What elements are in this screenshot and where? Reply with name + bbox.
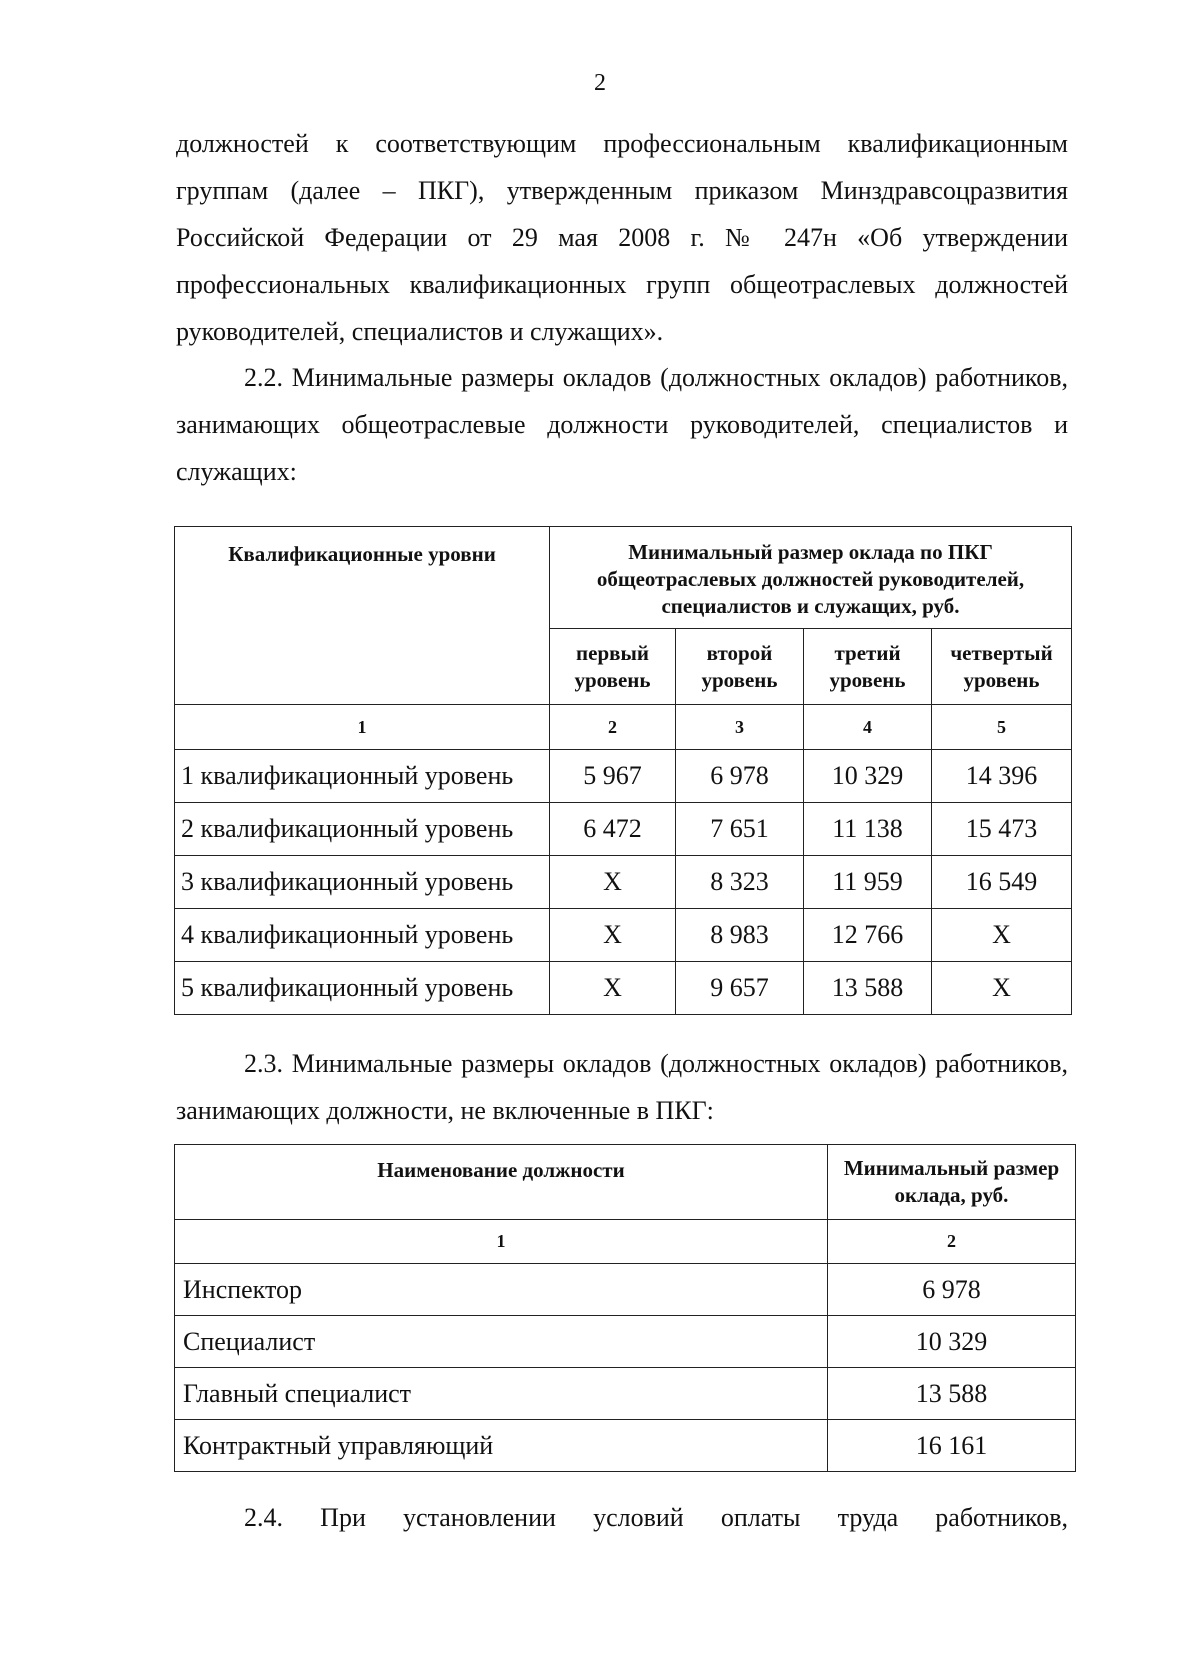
salary-cell: 7 651 [676,803,804,856]
salary-cell: 11 138 [804,803,932,856]
table-row [175,1368,1076,1420]
salary-cell: 10 329 [828,1316,1076,1368]
salary-cell: 6 978 [828,1264,1076,1316]
salary-cell: 15 473 [932,803,1072,856]
header-min-salary: Минимальный размер оклада по ПКГ общеотраслевых должностей руководителей, специалистов и служащих, руб. [550,527,1072,629]
column-number-row [175,1220,1076,1264]
table-row [175,909,1072,962]
salary-cell: 13 588 [804,962,932,1015]
salary-cell: 6 472 [550,803,676,856]
position-name: Главный специалист [175,1368,828,1420]
column-number: 3 [676,705,804,750]
subheader-level-1: первый уровень [550,629,676,705]
qualification-level: 3 квалификационный уровень [175,856,550,909]
column-number: 5 [932,705,1072,750]
salary-cell: Х [550,962,676,1015]
salary-cell: Х [932,962,1072,1015]
header-min-salary: Минимальный размер оклада, руб. [828,1145,1076,1220]
salary-cell: 10 329 [804,750,932,803]
salary-cell: 8 323 [676,856,804,909]
table-header-row [175,1145,1076,1220]
qualification-level: 1 квалификационный уровень [175,750,550,803]
position-name: Инспектор [175,1264,828,1316]
salary-cell: 13 588 [828,1368,1076,1420]
pkg-salary-table [174,526,1072,1015]
paragraph-2-3: 2.3. Минимальные размеры окладов (должностных окладов) работников, занимающих должности, не включенные в ПКГ: [176,1049,1068,1125]
column-number: 4 [804,705,932,750]
salary-cell: Х [932,909,1072,962]
salary-cell: 14 396 [932,750,1072,803]
non-pkg-salary-table [174,1144,1076,1472]
column-number-row [175,705,1072,750]
subheader-level-3: третий уровень [804,629,932,705]
column-number: 1 [175,1220,828,1264]
salary-cell: 16 549 [932,856,1072,909]
salary-cell: 6 978 [676,750,804,803]
position-name: Специалист [175,1316,828,1368]
salary-cell: 11 959 [804,856,932,909]
table-row [175,856,1072,909]
paragraph-2-2: 2.2. Минимальные размеры окладов (должностных окладов) работников, занимающих общеотраслевые должности руководителей, специалистов и служащих: [176,363,1068,486]
table-row [175,750,1072,803]
salary-cell: 12 766 [804,909,932,962]
table-row [175,803,1072,856]
position-name: Контрактный управляющий [175,1420,828,1472]
salary-cell: 16 161 [828,1420,1076,1472]
table-row [175,1264,1076,1316]
header-position-name: Наименование должности [175,1145,828,1220]
table-row [175,962,1072,1015]
table-header-row [175,527,1072,629]
paragraph-2-4: 2.4. При установлении условий оплаты труда работников, [244,1503,1068,1532]
salary-cell: Х [550,856,676,909]
salary-cell: Х [550,909,676,962]
column-number: 1 [175,705,550,750]
table-row [175,1316,1076,1368]
salary-cell: 8 983 [676,909,804,962]
subheader-level-4: четвертый уровень [932,629,1072,705]
qualification-level: 4 квалификационный уровень [175,909,550,962]
subheader-level-2: второй уровень [676,629,804,705]
qualification-level: 2 квалификационный уровень [175,803,550,856]
column-number: 2 [828,1220,1076,1264]
column-number: 2 [550,705,676,750]
paragraph-continuation: должностей к соответствующим профессиональным квалификационным группам (далее – ПКГ), утвержденным приказом Минздравсоцразвития Российской Федерации от 29 мая 2008 г. № 247н «Об утверждении профессиональных квалификационных групп общеотраслевых должностей руководителей, специалистов и служащих». [176,129,1068,346]
salary-cell: 9 657 [676,962,804,1015]
header-qualification-levels: Квалификационные уровни [175,527,550,705]
qualification-level: 5 квалификационный уровень [175,962,550,1015]
page-number: 2 [594,70,606,96]
salary-cell: 5 967 [550,750,676,803]
table-row [175,1420,1076,1472]
